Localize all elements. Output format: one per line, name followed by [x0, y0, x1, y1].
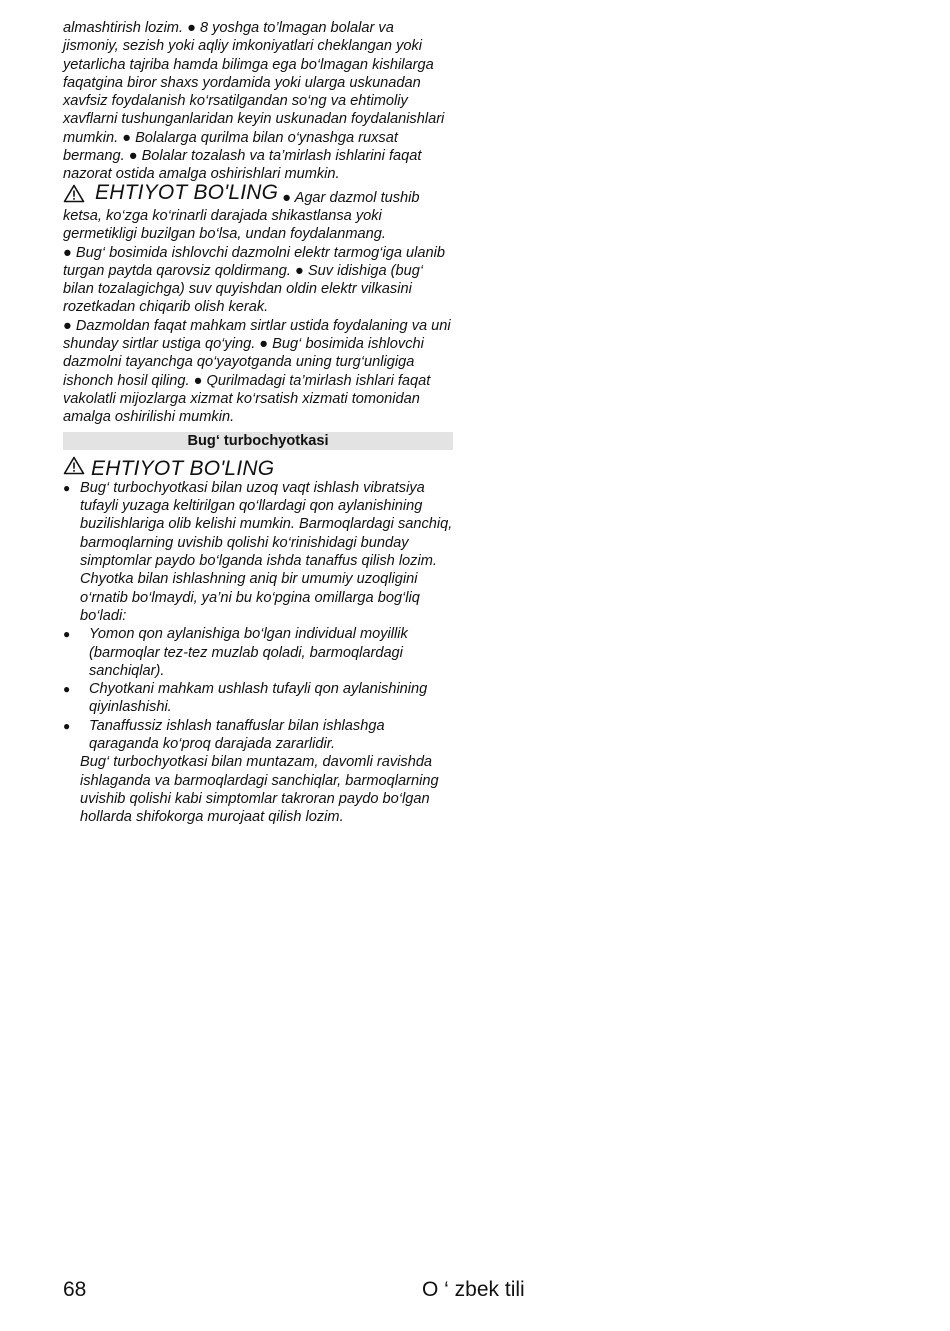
warning-heading-text: EHTIYOT BO'LING [91, 456, 275, 480]
page-number: 68 [63, 1278, 87, 1301]
warning-triangle-icon [63, 456, 85, 475]
warning-paragraph-1 [63, 181, 453, 244]
intro-paragraph: almashtirish lozim. ● 8 yoshga to’lmagan bolalar va jismoniy, sezish yoki aqliy imkoniyatlari cheklangan yoki yetarlicha tajriba hamda bilimga ega bo‘lmagan kishilarga faqatgina biror shaxs yordamida yoki ularga uskunadan xavfsiz foydalanish ko‘rsatilgandan so‘ng va ehtimoliy xavflarni tushunganlaridan keyin uskunadan foydalanishlari mumkin. ● Bolalarga qurilma bilan o‘ynashga ruxsat bermang. ● Bolalar tozalash va ta’mirlash ishlarini faqat nazorat ostida amalga oshirishlari mumkin. [63, 20, 445, 183]
warning-triangle-icon [63, 184, 85, 203]
warning-paragraph-2: ● Bug‘ bosimida ishlovchi dazmolni elektr tarmog‘iga ulanib turgan paytda qarovsiz qoldirmang. ● Suv idishiga (bug‘ bilan tozalagichga) suv quyishdan oldin elektr vilkasini rozetkadan chiqarib olish kerak. [63, 244, 445, 316]
warning-text-1: ● Agar dazmol tushib ketsa, ko‘zga ko‘rinarli darajada shikastlansa yoki germetikligi buzilgan bo‘lsa, undan foydalanmang. [63, 189, 420, 243]
list-item: ● Yomon qon aylanishiga bo‘lgan individual moyillik (barmoqlar tez-tez muzlab qoladi, barmoqlardagi sanchiqlar). [63, 625, 453, 680]
text-column [63, 19, 453, 826]
warning-paragraph-3: ● Dazmoldan faqat mahkam sirtlar ustida foydalaning va uni shunday sirtlar ustiga qo‘ying. ● Bug‘ bosimida ishlovchi dazmolni tayanchga qo‘yayotganda uning turg‘unligiga ishonch hosil qiling. ● Qurilmadagi ta’mirlash ishlari faqat vakolatli mijozlarga xizmat ko‘rsatish xizmati tomonidan amalga oshirilishi mumkin. [63, 317, 451, 426]
warning-heading-text: EHTIYOT BO'LING [95, 181, 279, 205]
list-item: ● Bug‘ turbochyotkasi bilan uzoq vaqt ishlash vibratsiya tufayli yuzaga keltirilgan qo‘llardagi qon aylanishining buzilishlariga olib kelishi mumkin. Barmoqlardagi sanchiq, barmoqlarning uvishib qolishi ko‘rinishidagi bunday simptomlar paydo bo‘lganda ishda tanaffus qilish lozim. Chyotka bilan ishlashning aniq bir umumiy uzoqligini o‘rnatib bo‘lmaydi, ya’ni bu ko‘pgina omillarga bog‘liq bo‘ladi: [63, 479, 453, 625]
list-item: ● Chyotkani mahkam ushlash tufayli qon aylanishining qiyinlashishi. [63, 680, 453, 717]
section-heading: Bug‘ turbochyotkasi [63, 432, 453, 450]
closing-paragraph: Bug‘ turbochyotkasi bilan muntazam, davomli ravishda ishlaganda va barmoqlardagi sanchiqlar, barmoqlarning uvishib qolishi kabi simptomlar takroran paydo bo‘lgan hollarda shifokorga murojaat qilish lozim. [80, 754, 439, 826]
list-item: ● Tanaffussiz ishlash tanaffuslar bilan ishlashga qaraganda ko‘proq darajada zararlidir. [63, 717, 453, 754]
warning-heading-2 [63, 456, 453, 478]
warning-heading [63, 181, 279, 205]
bullet-list [63, 479, 453, 753]
language-label: O ‘ zbek tili [422, 1278, 525, 1301]
